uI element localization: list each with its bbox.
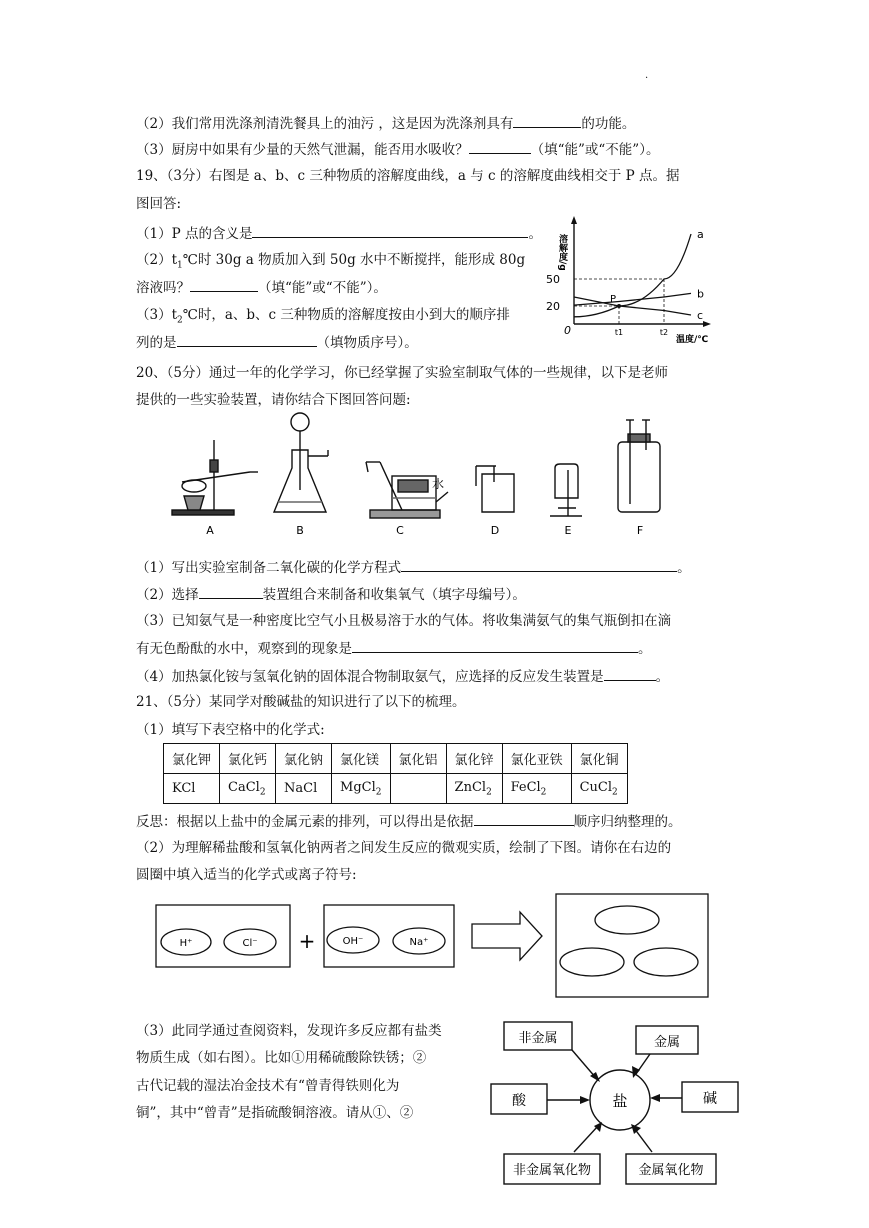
ion-label: H⁺ [179, 938, 193, 949]
y-axis-label: 溶解度/g [557, 234, 567, 271]
q20-part2-text: （2）选择 [136, 587, 199, 603]
q19-stem-line2: 图回答: [136, 196, 182, 212]
ion-label: Na⁺ [409, 937, 429, 948]
q21-part3-line3: 古代记载的湿法冶金技术有“曾青得铁则化为 [136, 1078, 400, 1094]
salt-name-cell: 氯化亚铁 [502, 744, 571, 774]
q20-part4-tail: 。 [655, 669, 670, 685]
q19-part3-text-c: 列的是 [136, 335, 177, 351]
subscript: 2 [177, 315, 183, 326]
q18-part3-tail: （填“能”或“不能”）。 [530, 142, 660, 158]
answer-blank[interactable] [199, 584, 263, 599]
node-label: 金属 [653, 1035, 681, 1050]
salt-formula-row [164, 774, 628, 804]
q20-part1-text: （1）写出实验室制备二氧化碳的化学方程式 [136, 560, 402, 576]
apparatus-label: C [396, 524, 404, 537]
q21-part3-line4: 铜”，其中“曾青”是指硫酸铜溶液。请从①、② [136, 1105, 414, 1121]
salt-formula-cell [332, 774, 390, 804]
reflection-tail: 顺序归纳整理的。 [573, 814, 682, 830]
series-label: b [697, 287, 704, 301]
q19-part2-text-b: ℃时 30g a 物质加入到 50g 水中不断搅拌，能形成 80g [182, 252, 526, 268]
apparatus-b [274, 413, 328, 512]
formula-subscript: 2 [486, 787, 492, 798]
formula-subscript: 2 [375, 787, 382, 798]
apparatus-f [618, 420, 660, 512]
q20-part4-text: （4）加热氯化铵与氢氧化钠的固体混合物制取氨气，应选择的反应发生装置是 [136, 669, 604, 685]
y-tick-label: 50 [546, 273, 560, 286]
product-box [556, 894, 708, 997]
salt-name-cell: 氯化钾 [164, 744, 220, 774]
formula-text: CuCl [579, 779, 613, 795]
ion-reaction-diagram [150, 892, 710, 1000]
x-tick-label: t1 [614, 328, 624, 337]
q19-part1-text: （1）P 点的含义是 [136, 226, 253, 242]
salt-formation-diagram [486, 1018, 756, 1190]
q20-stem-line2: 提供的一些实验装置，请你结合下图回答问题: [136, 392, 411, 408]
q18-part3 [136, 139, 659, 160]
series-label: a [697, 228, 704, 241]
apparatus-label: D [490, 524, 500, 537]
salt-name-cell: 氯化锌 [446, 744, 502, 774]
q19-stem-line1: 19、（3分）右图是 a、b、c 三种物质的溶解度曲线，a 与 c 的溶解度曲线相交于 P 点。据 [136, 168, 680, 184]
q19-part3-line2 [136, 332, 418, 353]
salt-name-cell: 氯化铝 [390, 744, 446, 774]
answer-blank[interactable] [352, 638, 638, 653]
q21-part2-line2: 圆圈中填入适当的化学式或离子符号: [136, 867, 357, 883]
q19-part3-text-d: （填物质序号）。 [316, 335, 418, 351]
solubility-chart [546, 214, 718, 346]
node-label: 金属氧化物 [638, 1163, 704, 1178]
q19-part1 [136, 223, 542, 244]
salt-label: 盐 [612, 1092, 628, 1110]
formula-text: FeCl [510, 779, 541, 795]
salt-name-cell: 氯化镁 [332, 744, 390, 774]
q20-part1-tail: 。 [677, 560, 691, 576]
product-circle[interactable] [560, 948, 624, 976]
apparatus-label: E [564, 524, 572, 537]
q19-part3-text-a: （3）t [136, 307, 178, 323]
point-p-label: P [610, 294, 617, 305]
q20-stem-line1: 20、（5分）通过一年的化学学习，你已经掌握了实验室制取气体的一些规律，以下是老师 [136, 365, 669, 381]
subscript: 1 [177, 260, 183, 271]
intersection-point [617, 304, 621, 308]
formula-text: CaCl [228, 779, 260, 795]
salt-formula-cell [220, 774, 276, 804]
y-tick-label: 20 [546, 300, 560, 313]
node-label: 非金属氧化物 [512, 1163, 592, 1178]
product-circle[interactable] [634, 948, 698, 976]
y-axis-arrow [571, 216, 577, 224]
apparatus-label: F [636, 524, 644, 537]
ion-label: OH⁻ [342, 936, 364, 947]
apparatus-label: A [206, 524, 214, 537]
apparatus-d [476, 466, 514, 512]
q21-part1: （1）填写下表空格中的化学式: [136, 722, 325, 738]
series-a-curve [574, 234, 691, 317]
apparatus-a [172, 440, 258, 515]
formula-text: NaCl [284, 781, 318, 796]
answer-blank[interactable] [469, 139, 531, 154]
q19-part2-text-d: （填“能”或“不能”）。 [258, 280, 387, 296]
q20-part3-line2 [136, 638, 652, 659]
formula-subscript: 2 [612, 787, 618, 798]
origin-label: 0 [564, 324, 571, 337]
q19-part3-line1 [136, 305, 510, 331]
salt-name-row [164, 744, 628, 774]
x-tick-label: t2 [659, 328, 669, 337]
salt-formula-cell [571, 774, 627, 804]
apparatus-e [550, 464, 582, 516]
node-label: 碱 [703, 1091, 717, 1107]
q21-part2-line1: （2）为理解稀盐酸和氢氧化钠两者之间发生反应的微观实质，绘制了下图。请你在右边的 [136, 840, 672, 856]
salt-name-cell: 氯化钙 [220, 744, 276, 774]
formula-subscript: 2 [540, 787, 547, 798]
answer-blank[interactable] [401, 557, 677, 572]
page-mark: . [645, 70, 649, 81]
q20-part1 [136, 557, 691, 578]
apparatus-figure [170, 410, 670, 540]
q20-part3-tail: 。 [638, 641, 652, 657]
salt-name-cell: 氯化铜 [571, 744, 627, 774]
x-axis-label: 温度/℃ [676, 335, 709, 345]
series-label: c [697, 309, 704, 322]
salt-formula-cell [502, 774, 571, 804]
q19-part3-text-b: ℃时，a、b、c 三种物质的溶解度按由小到大的顺序排 [182, 307, 510, 323]
q19-part1-tail: 。 [528, 226, 542, 242]
salt-formula-cell [276, 774, 332, 804]
x-axis-arrow [703, 321, 711, 327]
q21-stem: 21、（5分）某同学对酸碱盐的知识进行了以下的梳理。 [136, 694, 466, 710]
formula-text: ZnCl [454, 779, 487, 795]
salt-formula-cell [446, 774, 502, 804]
salt-formula-blank[interactable] [390, 774, 446, 804]
arrow-right-icon [472, 912, 542, 960]
q21-part3-line1: （3）此同学通过查阅资料，发现许多反应都有盐类 [136, 1023, 442, 1039]
q20-part3-text: 有无色酚酞的水中，观察到的现象是 [136, 641, 352, 657]
chart-curves [574, 228, 704, 322]
product-circle[interactable] [595, 906, 659, 934]
formula-text: KCl [172, 781, 196, 796]
plus-sign: + [298, 929, 316, 953]
q21-part3-line2: 物质生成（如右图）。比如①用稀硫酸除铁锈；② [136, 1050, 427, 1066]
q18-part3-text: （3）厨房中如果有少量的天然气泄漏，能否用水吸收？ [136, 142, 469, 158]
salt-name-cell: 氯化钠 [276, 744, 332, 774]
q20-part4 [136, 666, 669, 687]
answer-blank[interactable] [604, 666, 656, 681]
answer-blank[interactable] [252, 223, 528, 238]
answer-blank[interactable] [474, 811, 574, 826]
water-label: 水 [432, 477, 445, 491]
node-label: 酸 [512, 1093, 526, 1109]
q19-part2-text-a: （2）t [136, 252, 178, 268]
q20-part2-tail: 装置组合来制备和收集氧气（填字母编号）。 [262, 587, 526, 603]
answer-blank[interactable] [177, 332, 317, 347]
q19-part2-line2 [136, 277, 387, 298]
answer-blank[interactable] [190, 277, 258, 292]
q19-part2-text-c: 溶液吗？ [136, 280, 190, 296]
formula-text: MgCl [340, 779, 376, 795]
q20-part2 [136, 584, 526, 605]
salt-table [163, 743, 628, 804]
q20-part3-line1: （3）已知氨气是一种密度比空气小且极易溶于水的气体。将收集满氨气的集气瓶倒扣在滴 [136, 613, 672, 629]
reflection-text: 反思：根据以上盐中的金属元素的排列，可以得出是依据 [136, 814, 474, 830]
apparatus-label: B [296, 524, 304, 537]
q19-part2-line1 [136, 250, 525, 276]
q18-part2 [136, 113, 635, 134]
q18-part2-tail: 的功能。 [581, 116, 636, 132]
salt-formula-cell [164, 774, 220, 804]
node-label: 非金属 [518, 1031, 558, 1046]
q18-part2-text: （2）我们常用洗涤剂清洗餐具上的油污 ，这是因为洗涤剂具有 [136, 116, 514, 132]
formula-subscript: 2 [259, 787, 266, 798]
ion-label: Cl⁻ [242, 938, 258, 949]
hcl-box [156, 905, 290, 967]
q21-reflection [136, 811, 682, 832]
answer-blank[interactable] [513, 113, 581, 128]
